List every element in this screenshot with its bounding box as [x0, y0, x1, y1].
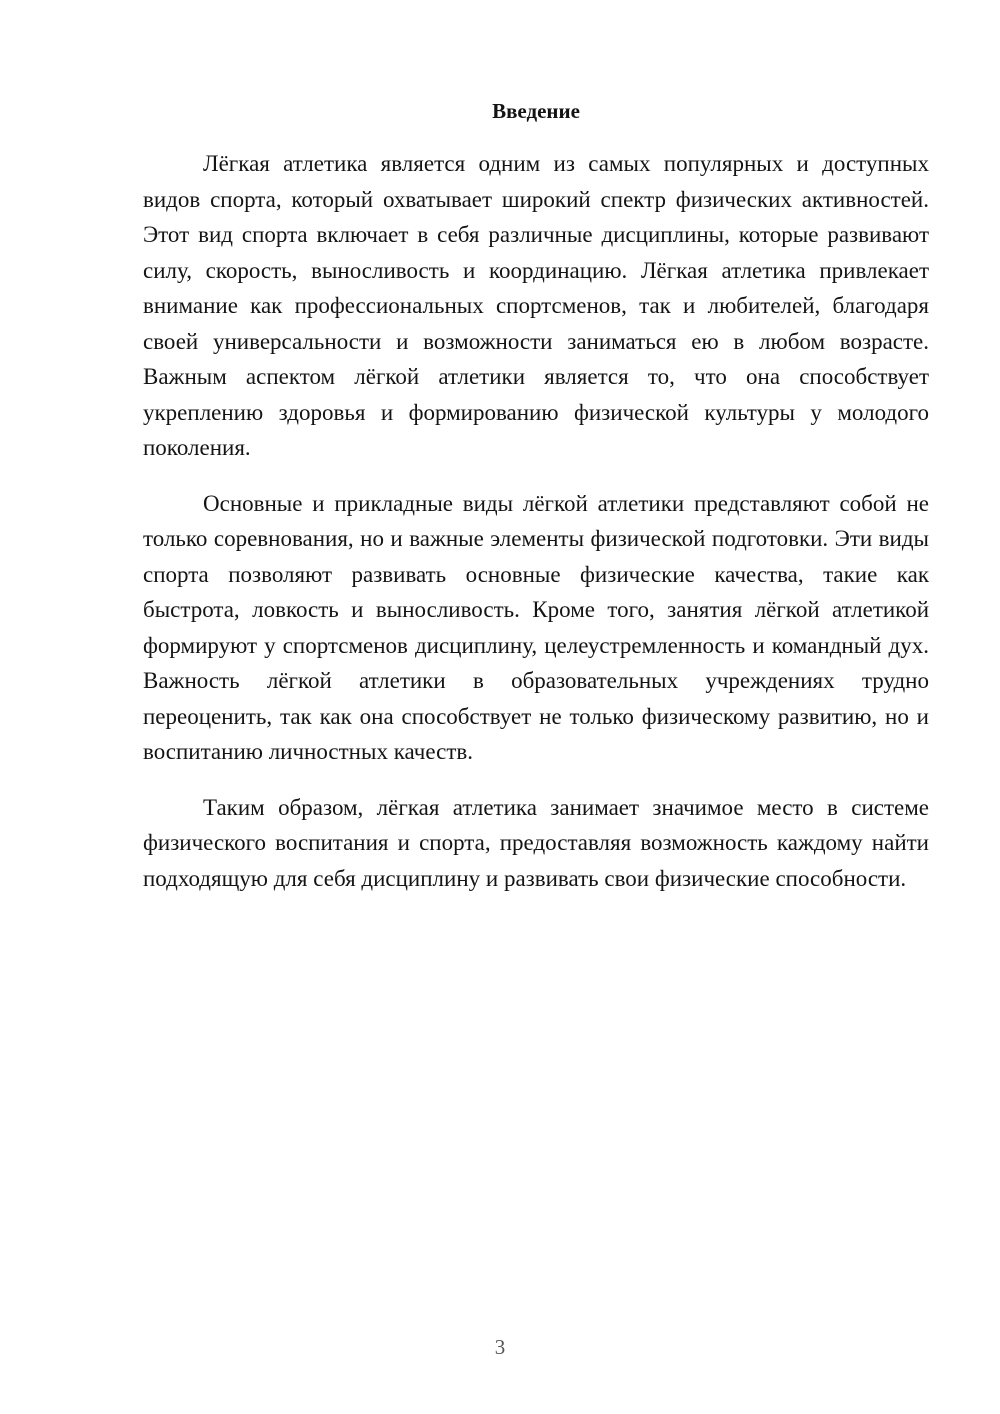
- paragraph-2: Основные и прикладные виды лёгкой атлетики представляют собой не только соревнования, но и важные элементы физической подготовки. Эти виды спорта позволяют развивать основные физические качества, такие как быстрота, ловкость и выносливость. Кроме того, занятия лёгкой атлетикой формируют у спортсменов дисциплину, целеустремленность и командный дух. Важность лёгкой атлетики в образовательных учреждениях трудно переоценить, так как она способствует не только физическому развитию, но и воспитанию личностных качеств.: [143, 490, 929, 764]
- section-heading: Введение: [492, 99, 580, 123]
- paragraph-3: Таким образом, лёгкая атлетика занимает значимое место в системе физического воспитания и спорта, предоставляя возможность каждому найти подходящую для себя дисциплину и развивать свои физические способности.: [143, 794, 929, 891]
- page-number: 3: [494, 1335, 506, 1359]
- page-content: [143, 96, 929, 916]
- paragraph-1: Лёгкая атлетика является одним из самых популярных и доступных видов спорта, который охватывает широкий спектр физических активностей. Этот вид спорта включает в себя различные дисциплины, которые развивают силу, скорость, выносливость и координацию. Лёгкая атлетика привлекает внимание как профессиональных спортсменов, так и любителей, благодаря своей универсальности и возможности заниматься ею в любом возрасте. Важным аспектом лёгкой атлетики является то, что она способствует укреплению здоровья и формированию физической культуры у молодого поколения.: [143, 151, 929, 460]
